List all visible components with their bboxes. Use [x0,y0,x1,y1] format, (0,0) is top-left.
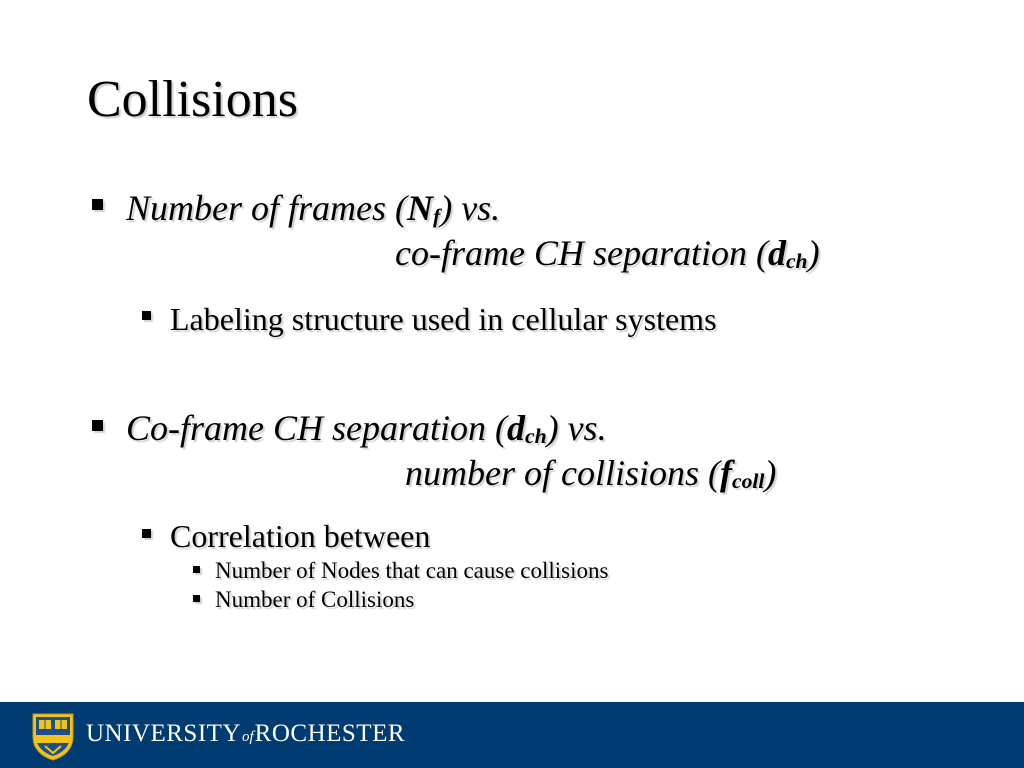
item-2-line-1-variable: d [507,408,525,448]
item-2-line-2-suffix: ) [764,453,777,493]
university-wordmark-of: of [242,729,254,745]
item-1-sub-item-1: Labeling structure used in cellular systems [170,301,717,337]
item-1-line-1-variable: N [407,188,433,228]
item-2-sub-sub-item-1: Number of Nodes that can cause collisions [215,558,609,583]
item-1-line-1-subscript: f [433,204,441,229]
footer-bar [0,702,1024,768]
university-crest-icon [30,711,76,761]
item-1-line-1-suffix: ) vs. [440,188,501,228]
item-2-line-2 [405,451,776,495]
bullet-square-icon [142,311,151,320]
item-2-line-2-subscript: coll [731,469,765,494]
item-1-line-2 [395,231,820,275]
item-2-line-1 [126,406,607,450]
item-1-line-2-subscript: ch [785,249,808,274]
item-2-line-1-suffix: ) vs. [546,408,607,448]
slide-title: Collisions [87,71,298,128]
bullet-square-icon [142,529,151,538]
item-2-line-2-variable: f [719,453,732,493]
item-2-line-1-prefix: Co-frame CH separation ( [126,408,507,448]
item-1-line-1 [126,186,500,230]
bullet-square-icon [92,420,103,431]
university-wordmark [86,719,405,752]
item-2-line-1-subscript: ch [525,424,547,449]
bullet-square-icon [193,595,200,602]
item-1-line-2-variable: d [767,233,786,273]
item-1-line-1-prefix: Number of frames ( [126,188,407,228]
university-wordmark-part-1: UNIVERSITY [86,720,241,747]
university-wordmark-part-2: ROCHESTER [254,720,406,747]
bullet-square-icon [193,566,200,573]
item-2-sub-item-1: Correlation between [170,518,431,554]
item-2-line-2-prefix: number of collisions ( [405,453,720,493]
item-1-line-2-suffix: ) [807,233,820,273]
item-1-line-2-prefix: co-frame CH separation ( [395,233,768,273]
item-2-sub-sub-item-2: Number of Collisions [215,587,415,612]
bullet-square-icon [92,199,103,210]
